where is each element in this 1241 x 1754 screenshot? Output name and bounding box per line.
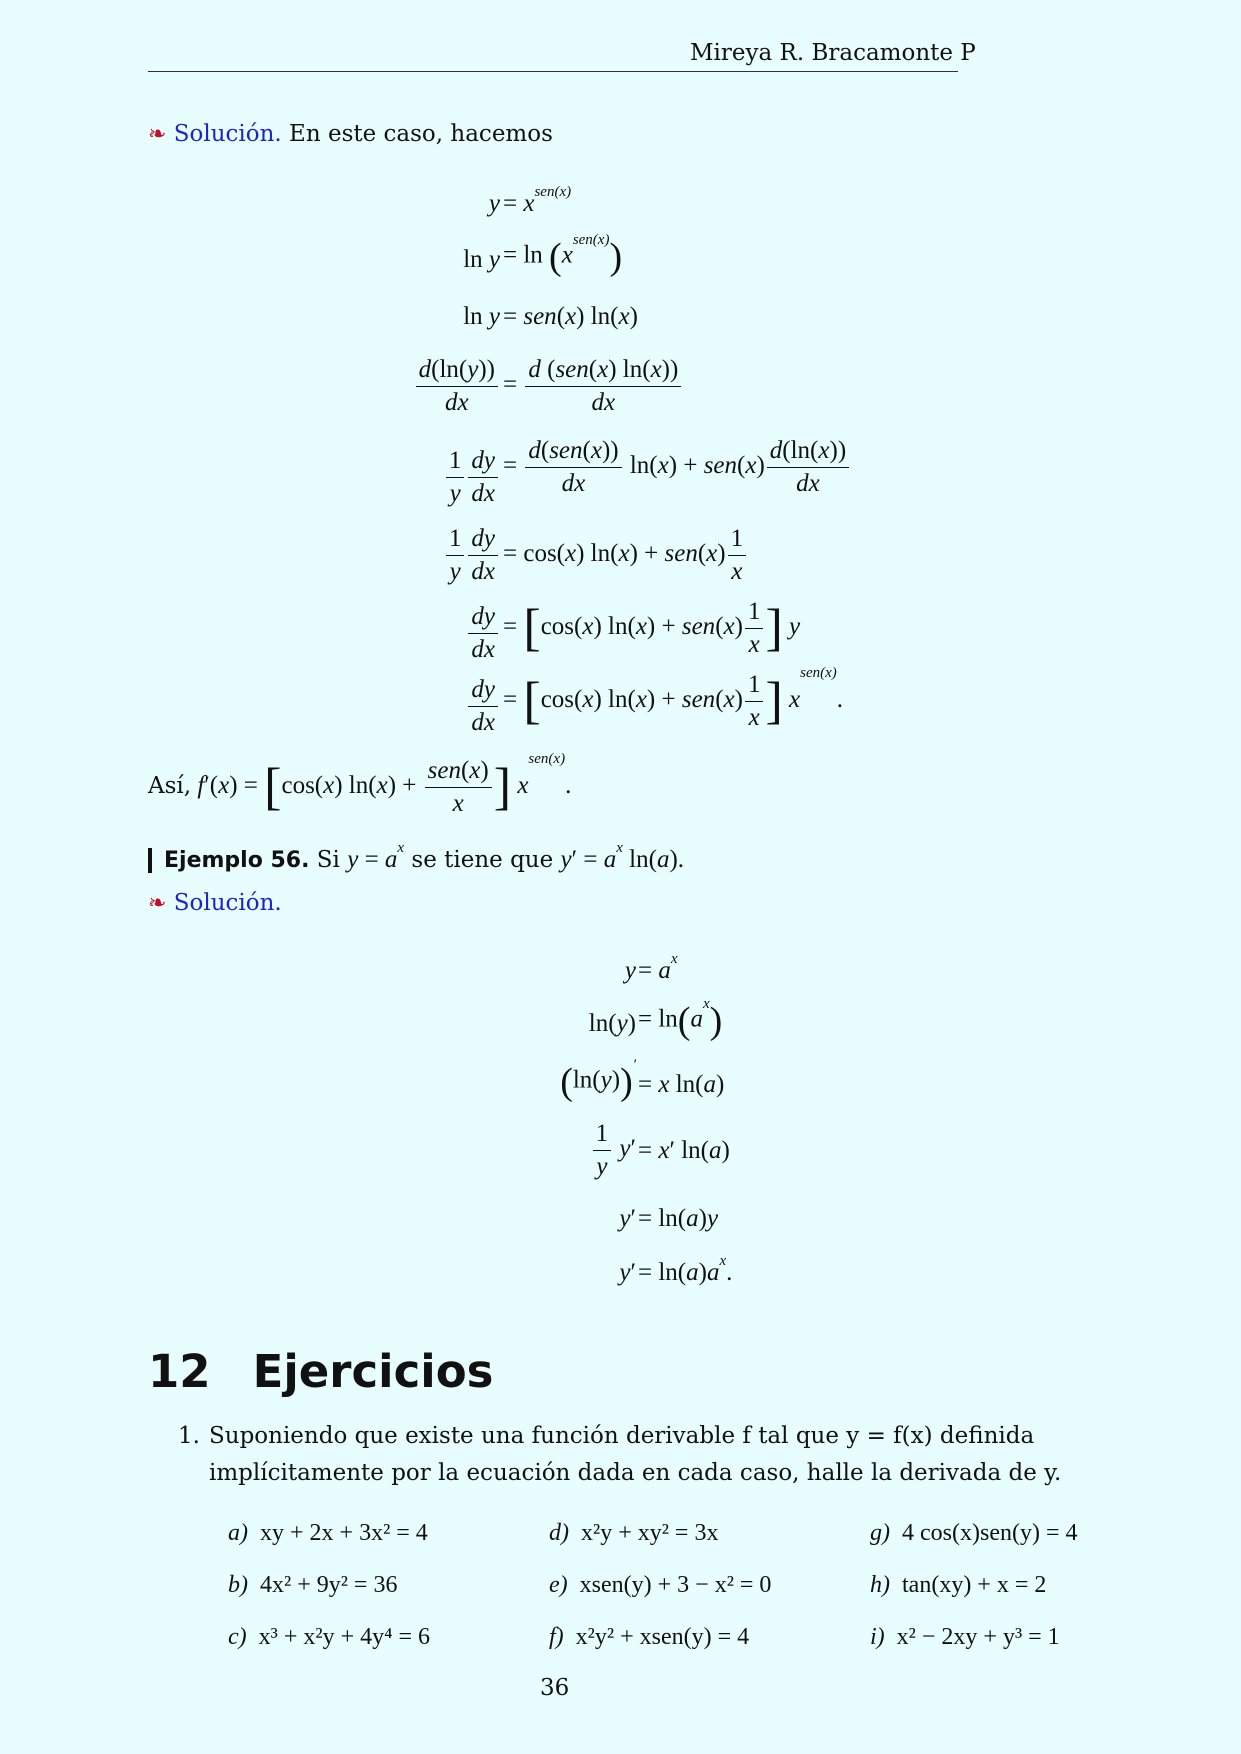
fleuron-icon: ❧ (148, 122, 167, 147)
exercise-item-g: g) 4 cos(x)sen(y) = 4 (870, 1520, 1078, 1546)
section-heading (148, 1345, 493, 1398)
solution-label: Solución. (173, 121, 282, 147)
exercise-item-f: f) x²y² + xsen(y) = 4 (549, 1624, 750, 1650)
conclusion-line: Así, f′(x) = [cos(x) ln(x) + $\frac{\text{sen(x)}}{x}$ ] $x^{sen(x)}$. (148, 751, 572, 817)
example-bar (148, 848, 152, 873)
eq3-rhs: = sen(x) ln(x) (503, 303, 638, 330)
eq7-lhs: $\frac{dy}{dx}$ (466, 603, 500, 664)
eq1-lhs: y (488, 190, 500, 217)
eq8-rhs: = [cos(x) ln(x) + sen(x) $\frac{1}{x}$ ] $x^{sen(x)}$. (503, 665, 844, 731)
eq5-lhs: $\frac{1}{y}$ $\frac{dy}{dx}$ (444, 447, 500, 508)
header-rule (148, 71, 958, 72)
solution-label-2: Solución. (173, 890, 282, 916)
exercise-number: 1. (178, 1423, 200, 1449)
eq9-rhs: = $a^x$ (638, 951, 678, 984)
eq13-lhs: y′ (619, 1205, 636, 1232)
eq2-lhs: ln y (463, 246, 500, 273)
eq6-rhs: = cos(x) ln(x) + sen(x) $\frac{1}{x}$ (503, 525, 748, 586)
fleuron-icon: ❧ (148, 891, 167, 916)
exercise-item-e: e) xsen(y) + 3 − x² = 0 (549, 1572, 772, 1598)
eq4-lhs: $\frac{d(\ln(y))}{dx}$ (414, 356, 500, 417)
solution-intro: En este caso, hacemos (289, 121, 553, 147)
page-number: 36 (540, 1675, 570, 1701)
eq9-lhs: y (624, 957, 636, 984)
eq12-rhs: = x′ ln(a) (638, 1137, 730, 1164)
eq11-rhs: = x ln(a) (638, 1071, 725, 1098)
eq7-rhs: = [cos(x) ln(x) + sen(x) $\frac{1}{x}$ ] y (503, 598, 801, 658)
exercise-item-d: d) x²y + xy² = 3x (549, 1520, 719, 1546)
eq6-lhs: $\frac{1}{y}$ $\frac{dy}{dx}$ (444, 525, 500, 586)
eq14-lhs: y′ (619, 1259, 636, 1286)
eq13-rhs: = ln(a)y (638, 1205, 719, 1232)
exercise-item-h: h) tan(xy) + x = 2 (870, 1572, 1047, 1598)
exercise-item-a: a) xy + 2x + 3x² = 4 (228, 1520, 428, 1546)
eq14-rhs: = $\ln(a)a^x$. (638, 1253, 733, 1286)
eq10-rhs: = $\ln(a^x)$ (638, 996, 723, 1042)
example-se-tiene: se tiene que (411, 847, 554, 873)
exercise-item-i: i) x² − 2xy + y³ = 1 (870, 1624, 1060, 1650)
exercise-item-c: c) x³ + x²y + 4y⁴ = 6 (228, 1624, 431, 1650)
eq2-rhs: = $\ln (x^{sen(x)})$ (503, 232, 623, 278)
eq10-lhs: ln(y) (588, 1010, 636, 1037)
eq8-lhs: $\frac{dy}{dx}$ (466, 676, 500, 737)
eq12-lhs: $\frac{1}{y}$ y′ (591, 1120, 636, 1181)
example-label: Ejemplo 56. (164, 848, 310, 873)
example-56: Ejemplo 56. Si $y = a^x$ se tiene que $y' = a^x$ ln(a). (164, 840, 685, 873)
eq11-lhs: (ln(y))′ (560, 1057, 636, 1103)
header-author: Mireya R. Bracamonte P (690, 40, 976, 66)
solution-2-heading (148, 890, 282, 916)
eq1-rhs: = $x^{sen(x)}$ (503, 184, 572, 217)
eq4-rhs: = $\frac{\text{d (sen(x) ln(x))}}{dx}$ (503, 356, 683, 417)
eq5-rhs: = $\frac{\text{d(sen(x))}}{dx}$ ln(x) + sen(x) $\frac{d(\ln(x))}{dx}$ (503, 437, 851, 498)
eq3-lhs: ln y (463, 303, 500, 330)
exercise-text: Suponiendo que existe una función derivable f tal que y = f(x) definida implícitamente por la ecuación dada en cada caso, halle la derivada de y. (209, 1423, 1062, 1486)
section-title: Ejercicios (252, 1345, 494, 1398)
section-number: 12 (148, 1345, 211, 1398)
asi-word: Así, (148, 773, 192, 800)
solution-1-heading (148, 121, 553, 147)
example-si: Si (316, 847, 340, 873)
exercise-item-b: b) 4x² + 9y² = 36 (228, 1572, 398, 1598)
